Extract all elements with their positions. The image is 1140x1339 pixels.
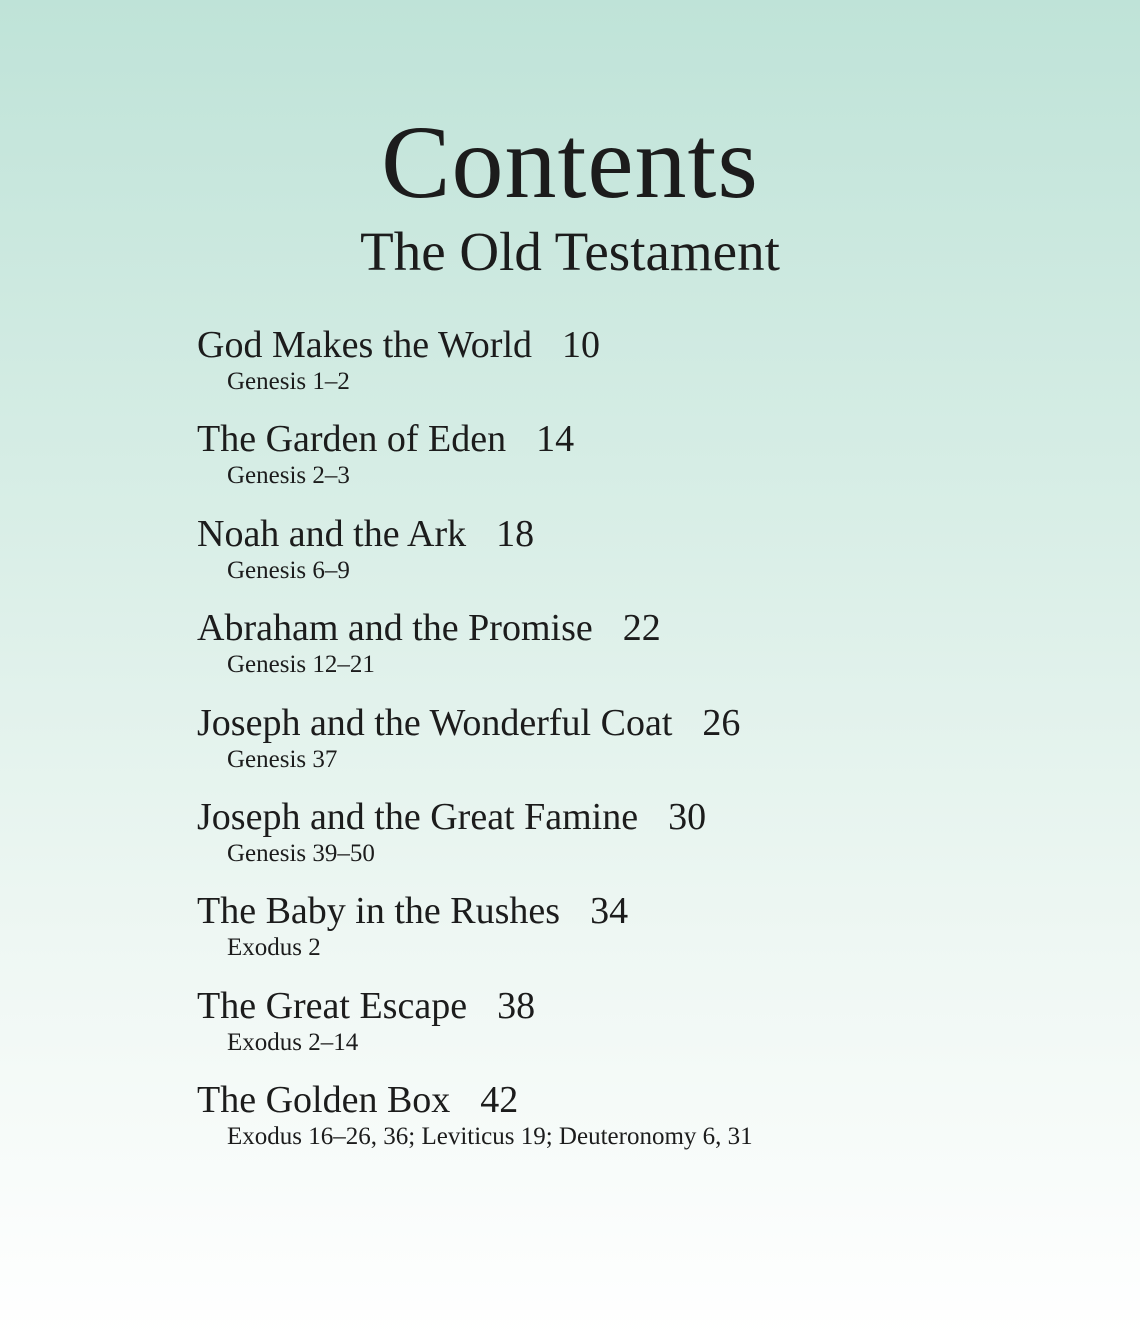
toc-entry-title: The Baby in the Rushes [197, 890, 561, 933]
toc-entry-line [197, 322, 1057, 368]
toc-entry-reference: Genesis 1–2 [227, 368, 350, 395]
toc-entry-page-number: 26 [702, 701, 741, 744]
toc-entry-page-number: 22 [622, 607, 661, 650]
toc-entry-title: Joseph and the Great Famine [197, 795, 639, 838]
toc-entry-abraham-and-the-promise[interactable] [197, 605, 1057, 699]
toc-entry-reference: Genesis 37 [227, 745, 338, 773]
toc-entry-the-great-escape[interactable] [197, 983, 1057, 1077]
toc-entry-page-number: 14 [536, 418, 575, 461]
toc-entry-line [197, 700, 1057, 746]
toc-entry-title: Joseph and the Wonderful Coat [197, 701, 673, 744]
toc-entry-page-number: 10 [562, 324, 601, 366]
toc-entry-title: The Great Escape [197, 984, 468, 1027]
toc-entry-joseph-and-the-wonderful-coat[interactable] [197, 700, 1057, 794]
toc-entry-noah-and-the-ark[interactable] [197, 511, 1057, 605]
section-subtitle: The Old Testament [360, 221, 780, 282]
table-of-contents [197, 322, 1057, 1172]
toc-entry-line [197, 794, 1057, 840]
toc-entry-reference: Exodus 16–26, 36; Leviticus 19; Deuteronomy 6, 31 [227, 1123, 753, 1151]
toc-entry-title: Abraham and the Promise [197, 607, 593, 650]
toc-entry-the-baby-in-the-rushes[interactable] [197, 888, 1057, 982]
toc-entry-line [197, 511, 1057, 557]
toc-entry-reference: Genesis 6–9 [227, 556, 350, 584]
toc-entry-the-golden-box[interactable] [197, 1077, 1057, 1171]
toc-entry-title: The Garden of Eden [197, 418, 507, 461]
toc-entry-page-number: 34 [590, 890, 629, 933]
toc-entry-line [197, 605, 1057, 651]
toc-entry-line [197, 1077, 1057, 1123]
toc-entry-page-number: 30 [668, 795, 707, 838]
toc-entry-title: God Makes the World [197, 324, 533, 366]
toc-entry-title: The Golden Box [197, 1079, 451, 1122]
toc-entry-reference: Exodus 2–14 [227, 1028, 359, 1056]
toc-entry-joseph-and-the-great-famine[interactable] [197, 794, 1057, 888]
toc-entry-the-garden-of-eden[interactable] [197, 416, 1057, 510]
toc-entry-page-number: 38 [497, 984, 536, 1027]
toc-entry-reference: Genesis 12–21 [227, 651, 375, 679]
toc-entry-line [197, 416, 1057, 462]
toc-entry-page-number: 42 [480, 1079, 519, 1122]
toc-entry-title: Noah and the Ark [197, 512, 467, 555]
toc-entry-page-number: 18 [496, 512, 535, 555]
toc-entry-line [197, 888, 1057, 934]
toc-entry-line [197, 983, 1057, 1029]
toc-entry-reference: Genesis 2–3 [227, 462, 350, 490]
page-title: Contents [381, 105, 759, 220]
toc-entry-reference: Genesis 39–50 [227, 839, 375, 867]
toc-entry-god-makes-the-world[interactable] [197, 322, 1057, 416]
toc-entry-reference: Exodus 2 [227, 934, 321, 962]
